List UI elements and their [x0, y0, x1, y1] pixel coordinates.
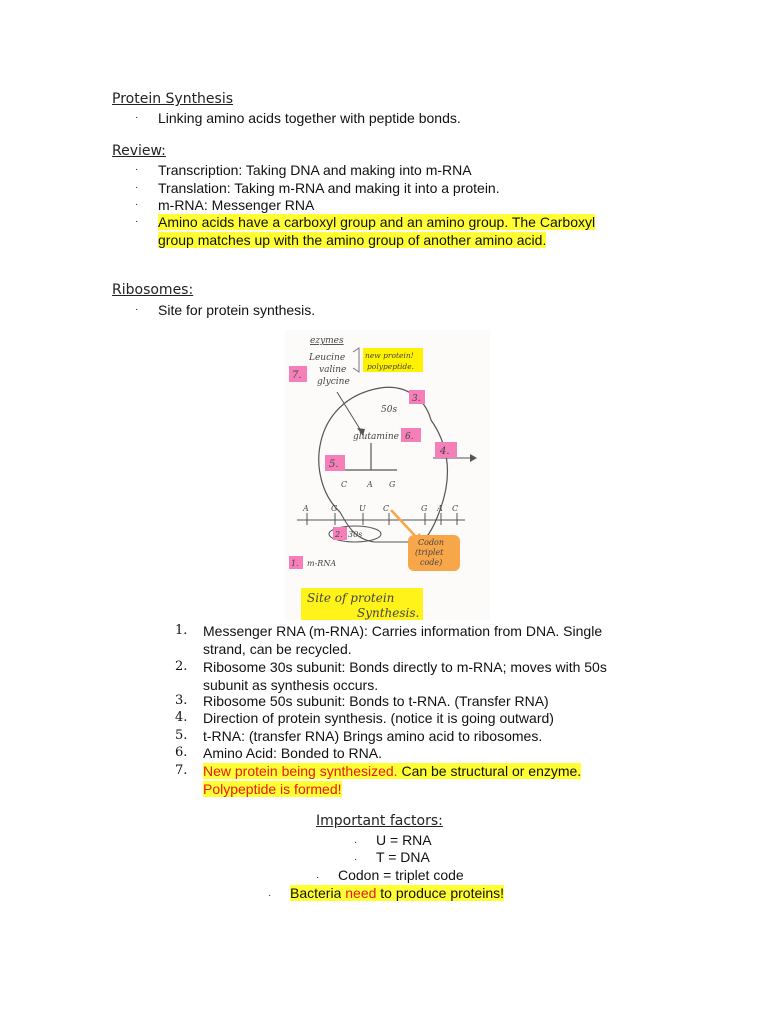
label-50s: 50s — [381, 405, 398, 415]
bullet-icon: · — [135, 199, 139, 210]
anticodon-letter: G — [389, 480, 396, 489]
ribosome-diagram — [285, 330, 490, 620]
list-number: 6. — [175, 745, 188, 760]
bullet-text: Translation: Taking m-RNA and making it into a protein. — [158, 180, 500, 196]
bullet-text: m-RNA: Messenger RNA — [158, 197, 315, 213]
list-text: Messenger RNA (m-RNA): Carries information from DNA. Single strand, can be recycled. — [203, 623, 603, 657]
marker-3-label: 3. — [412, 394, 421, 404]
label-polypeptide: polypeptide. — [367, 362, 415, 371]
marker-7-label: 7. — [292, 370, 302, 381]
caption-line: Site of protein — [307, 591, 395, 605]
highlighted-red-text: need — [345, 885, 377, 901]
codon-letter: C — [383, 504, 390, 513]
label-codon: (triplet — [415, 548, 444, 557]
label-glutamine: glutamine — [353, 432, 399, 442]
highlighted-text: Amino acids have a carboxyl group and an amino group. The Carboxyl group matches up with the amino group of another amino acid. — [158, 214, 596, 248]
list-number: 3. — [175, 693, 188, 708]
list-number: 2. — [175, 659, 188, 674]
codon-letter: A — [303, 504, 309, 513]
list-text: t-RNA: (transfer RNA) Brings amino acid to ribosomes. — [203, 728, 543, 744]
label-codon: Codon — [418, 538, 445, 547]
caption-line: Synthesis. — [357, 606, 420, 620]
highlighted-text: Can be structural or enzyme. — [401, 763, 582, 779]
list-text: Amino Acid: Bonded to RNA. — [203, 745, 382, 761]
label-valine: valine — [319, 365, 347, 375]
highlighted-text: to produce proteins! — [380, 885, 505, 901]
bullet-icon: · — [135, 182, 139, 193]
list-text: Codon = triplet code — [338, 867, 464, 883]
bullet-text: Site for protein synthesis. — [158, 302, 316, 318]
bullet-icon: · — [316, 872, 320, 883]
anticodon-letter: C — [341, 480, 348, 489]
bullet-text: Linking amino acids together with peptide bonds. — [158, 110, 461, 126]
bullet-icon: · — [135, 164, 139, 175]
list-text: T = DNA — [376, 849, 430, 865]
bullet-icon: · — [268, 890, 272, 901]
label-new-protein: new protein! — [365, 351, 414, 360]
label-ezymes: ezymes — [310, 336, 344, 346]
marker-1-label: 1. — [291, 559, 299, 568]
diagram-background — [285, 330, 490, 620]
bullet-icon: · — [135, 112, 139, 123]
list-text: Ribosome 30s subunit: Bonds directly to m-RNA; moves with 50s subunit as synthesis occurs. — [203, 659, 607, 693]
marker-4-label: 4. — [440, 446, 450, 457]
list-text: Ribosome 50s subunit: Bonds to t-RNA. (Transfer RNA) — [203, 693, 549, 709]
codon-letter: A — [437, 504, 443, 513]
list-number: 7. — [175, 763, 188, 778]
label-glycine: glycine — [317, 377, 350, 387]
bullet-icon: · — [135, 304, 139, 315]
section-heading-important-factors: Important factors: — [316, 813, 443, 829]
anticodon-letter: A — [367, 480, 373, 489]
label-30s: 30s — [348, 530, 363, 539]
highlighted-red-text: New protein being synthesized. — [203, 763, 398, 779]
label-leucine: Leucine — [309, 353, 346, 363]
list-number: 5. — [175, 728, 188, 743]
marker-6-label: 6. — [405, 432, 414, 442]
highlighted-red-text: Polypeptide is formed! — [203, 781, 342, 797]
bullet-icon: · — [354, 854, 358, 865]
codon-letter: G — [331, 504, 338, 513]
section-heading-review: Review: — [112, 143, 166, 159]
label-mrna: m-RNA — [307, 559, 337, 568]
codon-letter: U — [359, 504, 366, 513]
label-codon: code) — [420, 558, 443, 567]
bullet-text — [158, 213, 628, 249]
bullet-icon: · — [135, 216, 139, 227]
list-number: 4. — [175, 710, 188, 725]
section-heading-ribosomes: Ribosomes: — [112, 282, 194, 298]
marker-5-label: 5. — [329, 459, 339, 470]
list-text: U = RNA — [376, 832, 432, 848]
codon-letter: G — [421, 504, 428, 513]
section-heading-protein-synthesis: Protein Synthesis — [112, 91, 234, 107]
list-number: 1. — [175, 623, 188, 638]
list-item — [268, 884, 504, 905]
marker-2-label: 2. — [335, 530, 343, 539]
bullet-icon: · — [354, 837, 358, 848]
bullet-text: Transcription: Taking DNA and making into m-RNA — [158, 162, 472, 178]
highlighted-text: Bacteria — [290, 885, 342, 901]
list-text: Direction of protein synthesis. (notice it is going outward) — [203, 710, 554, 726]
codon-letter: C — [452, 504, 459, 513]
list-text — [203, 762, 643, 798]
